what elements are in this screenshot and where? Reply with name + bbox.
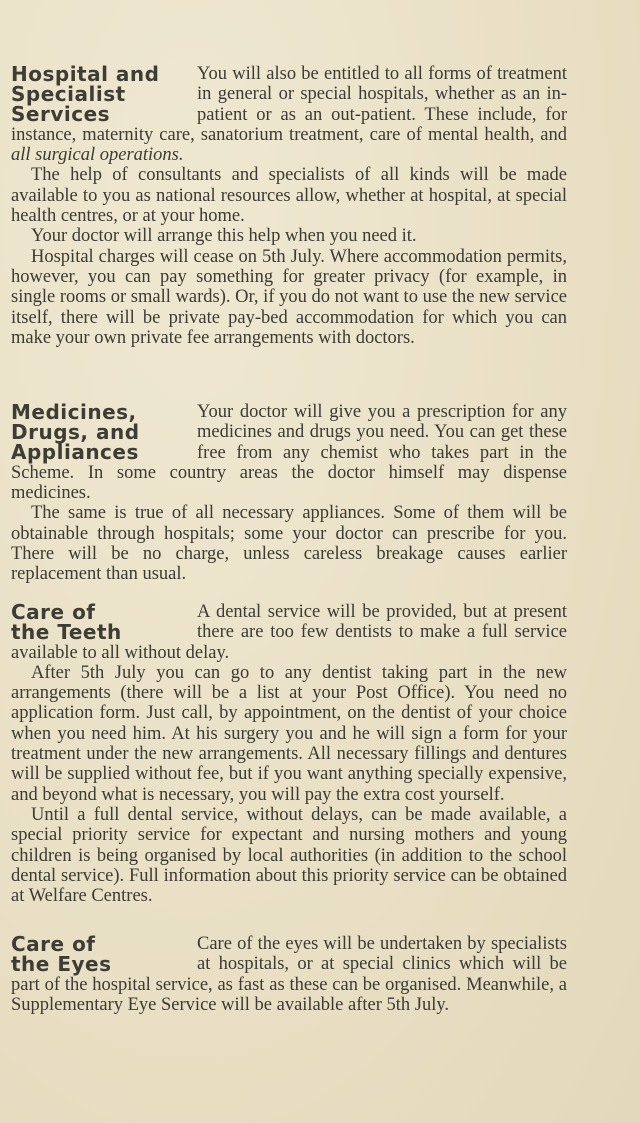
section-intro: A dental service will be provided, but at present there are too few dentists to make a full service available to all without delay. [11,602,567,663]
section-intro: You will also be entitled to all forms of treatment in general or special hospitals, whether as an in-patient or as an out-patient. These include, for instance, maternity care, sanatorium treatment, care of mental health, and all surgical operations. [11,64,567,166]
section-intro: Care of the eyes will be undertaken by specialists at hospitals, or at special clinics which will be part of the hospital service, as fast as these can be organised. Meanwhile, a Supplementary Eye Service will be available after 5th July. [11,934,567,1015]
section-heading-hospital: Hospital and Specialist Services [11,62,160,126]
section-medicines [11,402,567,585]
paragraph: After 5th July you can go to any dentist taking part in the new arrangements (there will be a list at your Post Office). You need no application form. Just call, by appointment, on the dentist of your choice when you need him. At his surgery you and he will sign a form for your treatment under the new arrangements. All necessary fillings and dentures will be supplied without fee, but if you want anything specially expensive, and beyond what is necessary, you will pay the extra cost yourself. [11,662,567,805]
section-heading-medicines: Medicines, Drugs, and Appliances [11,400,140,464]
paragraph: Until a full dental service, without delays, can be made available, a special priority service for expectant and nursing mothers and young children is being organised by local authorities (in addition to the school dental service). Full information about this priority service can be obtained at Welfare Centres. [11,804,567,907]
section-heading-teeth: Care of the Teeth [11,600,122,644]
section-teeth [11,602,567,906]
section-hospital [11,64,567,348]
section-eyes [11,934,567,1015]
paragraph: The help of consultants and specialists of all kinds will be made available to you as national resources allow, whether at hospital, at special health centres, or at your home. [11,165,567,227]
paragraph: The same is true of all necessary appliances. Some of them will be obtainable through hospitals; some your doctor can prescribe for you. There will be no charge, unless careless breakage causes earlier replacement than usual. [11,503,567,585]
paragraph: Your doctor will arrange this help when you need it. [31,226,417,247]
section-intro: Your doctor will give you a prescription for any medicines and drugs you need. You can get these free from any chemist who takes part in the Scheme. In some country areas the doctor himself may dispense medicines. [11,402,567,504]
section-heading-eyes: Care of the Eyes [11,932,112,976]
paragraph: Hospital charges will cease on 5th July. Where accommodation permits, however, you can pay something for greater privacy (for example, in single rooms or small wards). Or, if you do not want to use the new service itself, there will be private pay-bed accommodation for which you can make your own private fee arrangements with doctors. [11,246,567,348]
